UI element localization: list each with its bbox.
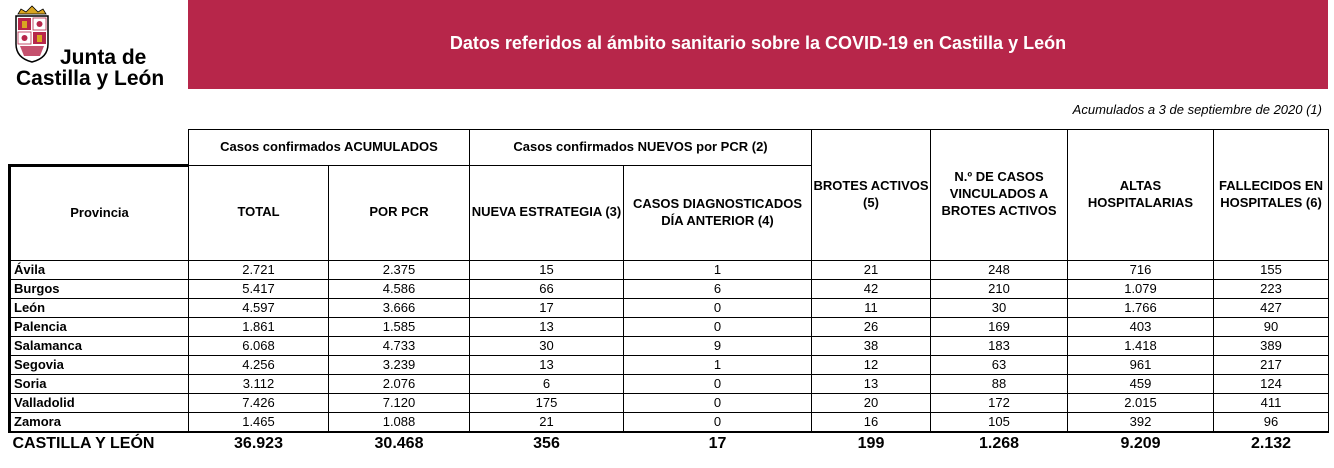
cell-provincia: Zamora <box>10 412 189 432</box>
cell-fallecidos: 124 <box>1214 374 1329 393</box>
cell-por-pcr: 3.666 <box>329 298 470 317</box>
cell-nueva-estrategia: 13 <box>470 355 624 374</box>
total-nueva-estrategia: 356 <box>470 432 624 455</box>
cell-brotes: 16 <box>812 412 931 432</box>
coat-of-arms-icon <box>10 4 54 64</box>
logo-text-line1: Junta de <box>60 46 147 69</box>
table-row <box>10 374 1329 393</box>
cell-altas: 1.418 <box>1068 336 1214 355</box>
cell-fallecidos: 389 <box>1214 336 1329 355</box>
cell-dia-anterior: 9 <box>624 336 812 355</box>
cell-altas: 1.766 <box>1068 298 1214 317</box>
cell-vinculados: 169 <box>931 317 1068 336</box>
cell-vinculados: 88 <box>931 374 1068 393</box>
cell-nueva-estrategia: 175 <box>470 393 624 412</box>
table-row <box>10 317 1329 336</box>
total-row <box>10 432 1329 455</box>
cell-fallecidos: 96 <box>1214 412 1329 432</box>
header-casos-dia-anterior: CASOS DIAGNOSTICADOS DÍA ANTERIOR (4) <box>624 165 812 260</box>
total-label: CASTILLA Y LEÓN <box>10 432 189 455</box>
total-fallecidos: 2.132 <box>1214 432 1329 455</box>
cell-fallecidos: 411 <box>1214 393 1329 412</box>
cell-dia-anterior: 0 <box>624 412 812 432</box>
total-brotes: 199 <box>812 432 931 455</box>
cell-altas: 2.015 <box>1068 393 1214 412</box>
cell-total: 3.112 <box>189 374 329 393</box>
cell-por-pcr: 1.088 <box>329 412 470 432</box>
cell-provincia: Palencia <box>10 317 189 336</box>
cell-por-pcr: 4.586 <box>329 279 470 298</box>
cell-total: 2.721 <box>189 260 329 279</box>
cell-fallecidos: 217 <box>1214 355 1329 374</box>
cell-por-pcr: 2.076 <box>329 374 470 393</box>
header-total: TOTAL <box>189 165 329 260</box>
cell-nueva-estrategia: 13 <box>470 317 624 336</box>
cell-altas: 961 <box>1068 355 1214 374</box>
logo-text-line2: Castilla y León <box>16 67 165 90</box>
cell-nueva-estrategia: 17 <box>470 298 624 317</box>
cell-provincia: Ávila <box>10 260 189 279</box>
header-fallecidos: FALLECIDOS EN HOSPITALES (6) <box>1214 130 1329 261</box>
cell-dia-anterior: 1 <box>624 260 812 279</box>
date-subtitle: Acumulados a 3 de septiembre de 2020 (1) <box>1072 102 1322 117</box>
total-vinculados: 1.268 <box>931 432 1068 455</box>
cell-vinculados: 183 <box>931 336 1068 355</box>
cell-dia-anterior: 0 <box>624 393 812 412</box>
header-por-pcr: POR PCR <box>329 165 470 260</box>
cell-total: 4.256 <box>189 355 329 374</box>
total-altas: 9.209 <box>1068 432 1214 455</box>
table-row <box>10 279 1329 298</box>
total-dia-anterior: 17 <box>624 432 812 455</box>
group-header-acumulados: Casos confirmados ACUMULADOS <box>189 130 470 166</box>
cell-altas: 716 <box>1068 260 1214 279</box>
cell-dia-anterior: 0 <box>624 317 812 336</box>
cell-por-pcr: 2.375 <box>329 260 470 279</box>
header-altas: ALTAS HOSPITALARIAS <box>1068 130 1214 261</box>
cell-provincia: Salamanca <box>10 336 189 355</box>
cell-vinculados: 30 <box>931 298 1068 317</box>
cell-vinculados: 248 <box>931 260 1068 279</box>
table-row <box>10 412 1329 432</box>
cell-altas: 403 <box>1068 317 1214 336</box>
cell-brotes: 11 <box>812 298 931 317</box>
cell-total: 7.426 <box>189 393 329 412</box>
cell-brotes: 13 <box>812 374 931 393</box>
header-provincia: Provincia <box>10 165 189 260</box>
page-title: Datos referidos al ámbito sanitario sobre la COVID-19 en Castilla y León <box>449 33 1067 53</box>
cell-dia-anterior: 0 <box>624 298 812 317</box>
cell-dia-anterior: 0 <box>624 374 812 393</box>
cell-vinculados: 210 <box>931 279 1068 298</box>
cell-total: 5.417 <box>189 279 329 298</box>
table-row <box>10 393 1329 412</box>
cell-fallecidos: 223 <box>1214 279 1329 298</box>
header-banner <box>188 0 1328 89</box>
cell-vinculados: 105 <box>931 412 1068 432</box>
cell-provincia: Valladolid <box>10 393 189 412</box>
cell-altas: 392 <box>1068 412 1214 432</box>
total-por-pcr: 30.468 <box>329 432 470 455</box>
cell-total: 1.861 <box>189 317 329 336</box>
header-nueva-estrategia: NUEVA ESTRATEGIA (3) <box>470 165 624 260</box>
cell-total: 6.068 <box>189 336 329 355</box>
cell-altas: 1.079 <box>1068 279 1214 298</box>
cell-brotes: 12 <box>812 355 931 374</box>
header-casos-vinculados: N.º DE CASOS VINCULADOS A BROTES ACTIVOS <box>931 130 1068 261</box>
group-header-nuevos: Casos confirmados NUEVOS por PCR (2) <box>470 130 812 166</box>
cell-dia-anterior: 1 <box>624 355 812 374</box>
cell-vinculados: 63 <box>931 355 1068 374</box>
cell-nueva-estrategia: 6 <box>470 374 624 393</box>
cell-brotes: 38 <box>812 336 931 355</box>
group-header-row <box>10 130 1329 166</box>
header-brotes-activos: BROTES ACTIVOS (5) <box>812 130 931 261</box>
cell-brotes: 20 <box>812 393 931 412</box>
cell-brotes: 26 <box>812 317 931 336</box>
cell-por-pcr: 4.733 <box>329 336 470 355</box>
table-row <box>10 336 1329 355</box>
cell-fallecidos: 155 <box>1214 260 1329 279</box>
logo <box>8 4 178 88</box>
cell-altas: 459 <box>1068 374 1214 393</box>
cell-fallecidos: 427 <box>1214 298 1329 317</box>
empty-corner <box>10 130 189 166</box>
cell-vinculados: 172 <box>931 393 1068 412</box>
covid-data-table <box>8 129 1329 455</box>
cell-nueva-estrategia: 66 <box>470 279 624 298</box>
cell-brotes: 42 <box>812 279 931 298</box>
cell-provincia: León <box>10 298 189 317</box>
cell-por-pcr: 1.585 <box>329 317 470 336</box>
cell-brotes: 21 <box>812 260 931 279</box>
table-row <box>10 298 1329 317</box>
cell-dia-anterior: 6 <box>624 279 812 298</box>
table-row <box>10 355 1329 374</box>
cell-provincia: Segovia <box>10 355 189 374</box>
cell-por-pcr: 3.239 <box>329 355 470 374</box>
cell-nueva-estrategia: 15 <box>470 260 624 279</box>
cell-por-pcr: 7.120 <box>329 393 470 412</box>
cell-total: 1.465 <box>189 412 329 432</box>
table-row <box>10 260 1329 279</box>
cell-total: 4.597 <box>189 298 329 317</box>
total-total: 36.923 <box>189 432 329 455</box>
cell-nueva-estrategia: 21 <box>470 412 624 432</box>
cell-fallecidos: 90 <box>1214 317 1329 336</box>
cell-provincia: Soria <box>10 374 189 393</box>
cell-provincia: Burgos <box>10 279 189 298</box>
cell-nueva-estrategia: 30 <box>470 336 624 355</box>
